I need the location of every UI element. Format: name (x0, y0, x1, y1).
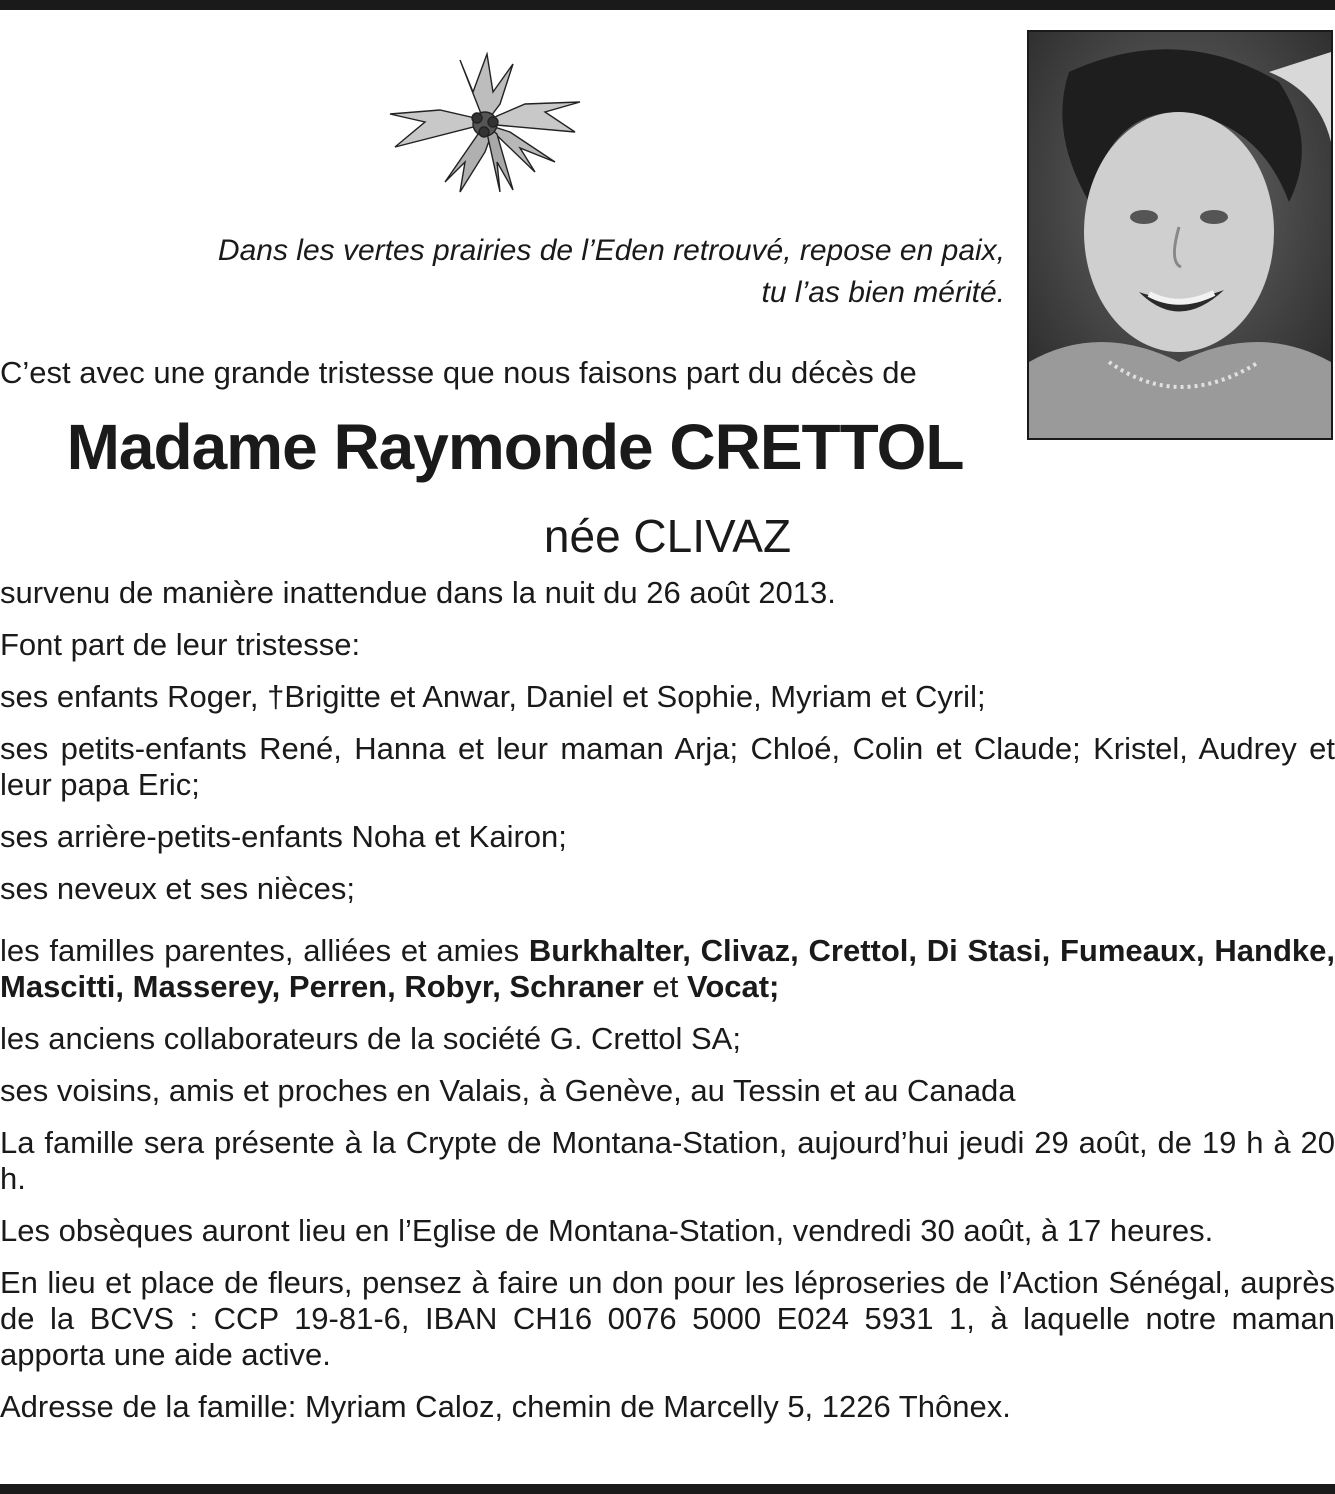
visit-paragraph: La famille sera présente à la Crypte de Montana-Station, aujourd’hui jeudi 29 août, de 19 h à 20 h. (0, 1125, 1335, 1196)
portrait-photo (1027, 30, 1333, 440)
grandchildren-paragraph: ses petits-enfants René, Hanna et leur maman Arja; Chloé, Colin et Claude; Kristel, Audrey et leur papa Eric; (0, 731, 1335, 802)
edelweiss-flower-icon (385, 52, 585, 197)
families-prefix: les familles parentes, alliées et amies (0, 933, 520, 968)
death-paragraph: survenu de manière inattendue dans la nuit du 26 août 2013. (0, 575, 836, 610)
colleagues-paragraph: les anciens collaborateurs de la société G. Crettol SA; (0, 1021, 741, 1056)
families-last: Vocat; (686, 969, 780, 1004)
address-paragraph: Adresse de la famille: Myriam Caloz, chemin de Marcelly 5, 1226 Thônex. (0, 1389, 1011, 1424)
intro-text: C’est avec une grande tristesse que nous faisons part du décès de (0, 355, 917, 390)
quote-line-2: tu l’as bien mérité. (761, 276, 1005, 309)
children-paragraph: ses enfants Roger, †Brigitte et Anwar, Daniel et Sophie, Myriam et Cyril; (0, 679, 986, 714)
donation-paragraph: En lieu et place de fleurs, pensez à faire un don pour les léproseries de l’Action Sénégal, auprès de la BCVS : CCP 19-81-6, IBAN CH16 0076 5000 E024 5931 1, à laquelle notre maman apporta une aide active. (0, 1265, 1335, 1372)
neighbours-paragraph: ses voisins, amis et proches en Valais, à Genève, au Tessin et au Canada (0, 1073, 1016, 1108)
announcement-body (0, 575, 1335, 1441)
maiden-name: née CLIVAZ (543, 510, 792, 562)
families-and: et (652, 969, 679, 1004)
funeral-paragraph: Les obsèques auront lieu en l’Eglise de Montana-Station, vendredi 30 août, à 17 heures. (0, 1213, 1214, 1248)
great-grandchildren-paragraph: ses arrière-petits-enfants Noha et Kairon; (0, 819, 567, 854)
deceased-name: Madame Raymonde CRETTOL (66, 411, 964, 483)
nephews-paragraph: ses neveux et ses nièces; (0, 871, 355, 906)
announce-paragraph: Font part de leur tristesse: (0, 627, 361, 662)
families-paragraph (0, 933, 1335, 1005)
memorial-quote (40, 230, 1005, 314)
top-rule (0, 0, 1335, 10)
quote-line-1: Dans les vertes prairies de l’Eden retrouvé, repose en paix, (217, 234, 1005, 267)
bottom-rule (0, 1484, 1335, 1494)
families-names: Burkhalter, Clivaz, Crettol, Di Stasi, Fumeaux, Handke, Mascitti, Masserey, Perren, Robyr, Schraner (0, 933, 1335, 1004)
